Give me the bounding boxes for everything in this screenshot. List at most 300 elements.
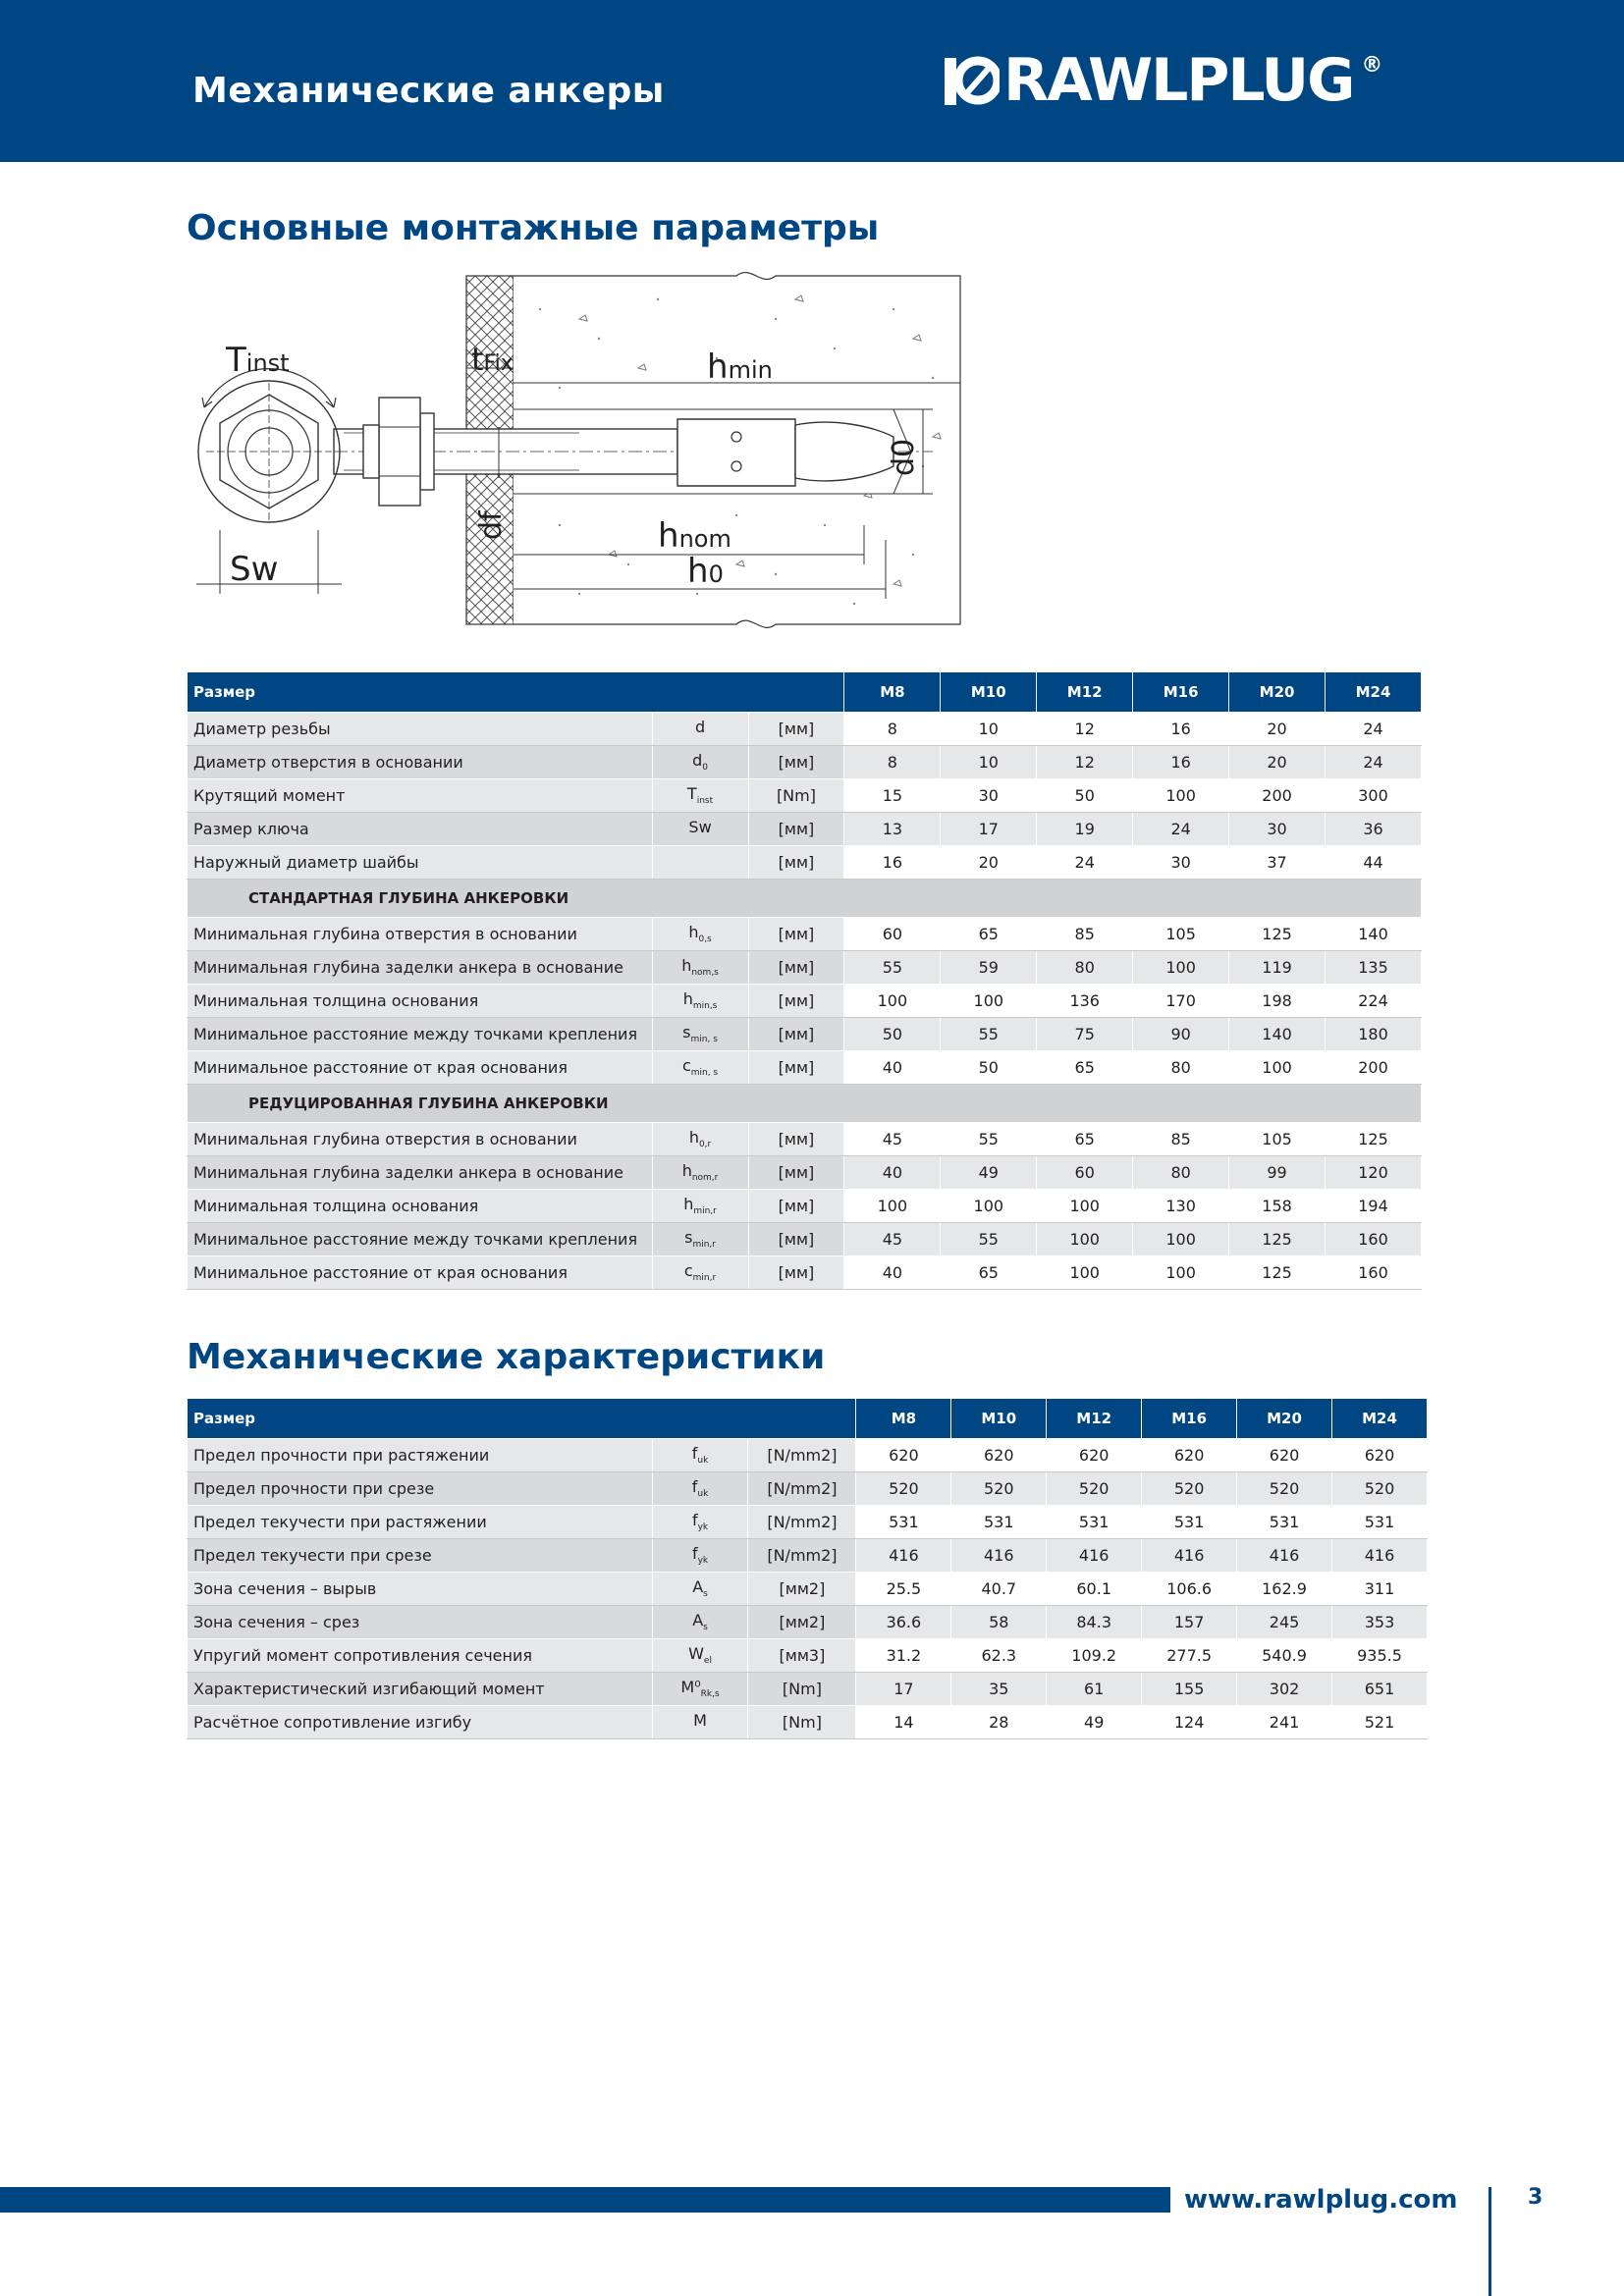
value-cell: 100 xyxy=(1037,1190,1133,1223)
value-cell: 520 xyxy=(1332,1472,1428,1506)
header-size-m20: M20 xyxy=(1237,1399,1332,1439)
row-symbol xyxy=(652,1573,748,1606)
value-cell: 135 xyxy=(1326,951,1422,985)
row-label: Диаметр отверстия в основании xyxy=(188,746,653,779)
symbol-base: s xyxy=(682,1023,691,1042)
row-unit: [мм] xyxy=(748,1156,844,1190)
value-cell: 60 xyxy=(844,918,941,951)
value-cell: 140 xyxy=(1326,918,1422,951)
header-size-m12: M12 xyxy=(1047,1399,1142,1439)
value-cell: 10 xyxy=(941,713,1037,746)
symbol-base: h xyxy=(682,989,693,1009)
value-cell: 100 xyxy=(844,985,941,1018)
row-unit: [N/mm2] xyxy=(748,1539,856,1573)
value-cell: 40 xyxy=(844,1256,941,1290)
symbol-subscript: nom,r xyxy=(691,1173,719,1184)
symbol-base: f xyxy=(691,1477,698,1497)
value-cell: 80 xyxy=(1037,951,1133,985)
value-cell: 200 xyxy=(1229,779,1326,813)
value-cell: 520 xyxy=(856,1472,951,1506)
row-unit: [мм] xyxy=(748,985,844,1018)
value-cell: 100 xyxy=(844,1190,941,1223)
value-cell: 24 xyxy=(1037,846,1133,880)
value-cell: 85 xyxy=(1133,1123,1229,1156)
table-row xyxy=(188,1606,1428,1639)
row-label: Минимальная толщина основания xyxy=(188,1190,653,1223)
value-cell: 521 xyxy=(1332,1706,1428,1739)
value-cell: 49 xyxy=(941,1156,1037,1190)
row-label: Зона сечения – вырыв xyxy=(188,1573,653,1606)
row-symbol xyxy=(652,779,748,813)
value-cell: 20 xyxy=(1229,746,1326,779)
mechanical-characteristics-table xyxy=(187,1398,1428,1739)
value-cell: 75 xyxy=(1037,1018,1133,1051)
symbol-subscript: min, s xyxy=(690,1035,718,1045)
value-cell: 140 xyxy=(1229,1018,1326,1051)
value-cell: 620 xyxy=(1237,1439,1332,1472)
value-cell: 36.6 xyxy=(856,1606,951,1639)
value-cell: 416 xyxy=(1047,1539,1142,1573)
value-cell: 109.2 xyxy=(1047,1639,1142,1673)
value-cell: 84.3 xyxy=(1047,1606,1142,1639)
value-cell: 540.9 xyxy=(1237,1639,1332,1673)
value-cell: 17 xyxy=(941,813,1037,846)
value-cell: 40.7 xyxy=(951,1573,1047,1606)
value-cell: 55 xyxy=(941,1123,1037,1156)
value-cell: 40 xyxy=(844,1051,941,1085)
value-cell: 105 xyxy=(1229,1123,1326,1156)
value-cell: 100 xyxy=(1133,1223,1229,1256)
section-title-mechanical: Механические характеристики xyxy=(187,1337,826,1377)
value-cell: 520 xyxy=(1237,1472,1332,1506)
value-cell: 520 xyxy=(951,1472,1047,1506)
table-row xyxy=(188,1673,1428,1706)
value-cell: 120 xyxy=(1326,1156,1422,1190)
row-unit: [мм] xyxy=(748,1051,844,1085)
table-row xyxy=(188,1639,1428,1673)
label-sw: Sw xyxy=(230,550,279,589)
row-symbol xyxy=(652,1539,748,1573)
symbol-base: M⁰ xyxy=(680,1678,701,1697)
row-label: Зона сечения – срез xyxy=(188,1606,653,1639)
value-cell: 30 xyxy=(941,779,1037,813)
row-label: Минимальная толщина основания xyxy=(188,985,653,1018)
header-size-m10: M10 xyxy=(941,672,1037,713)
table-row xyxy=(188,1573,1428,1606)
value-cell: 80 xyxy=(1133,1156,1229,1190)
page-number: 3 xyxy=(1528,2185,1543,2210)
table-subheader-row xyxy=(188,1085,1422,1123)
header-size-label: Размер xyxy=(188,672,844,713)
value-cell: 100 xyxy=(1133,1256,1229,1290)
value-cell: 300 xyxy=(1326,779,1422,813)
symbol-base: A xyxy=(692,1577,704,1597)
value-cell: 62.3 xyxy=(951,1639,1047,1673)
symbol-base: d xyxy=(694,718,706,737)
value-cell: 80 xyxy=(1133,1051,1229,1085)
header-size-m24: M24 xyxy=(1332,1399,1428,1439)
value-cell: 55 xyxy=(844,951,941,985)
header-size-m10: M10 xyxy=(951,1399,1047,1439)
row-unit: [Nm] xyxy=(748,1706,856,1739)
value-cell: 125 xyxy=(1229,1256,1326,1290)
symbol-base: s xyxy=(684,1228,693,1248)
table-row xyxy=(188,1256,1422,1290)
row-symbol xyxy=(652,746,748,779)
row-label: Минимальное расстояние от края основания xyxy=(188,1051,653,1085)
value-cell: 50 xyxy=(844,1018,941,1051)
table-row xyxy=(188,713,1422,746)
value-cell: 302 xyxy=(1237,1673,1332,1706)
value-cell: 36 xyxy=(1326,813,1422,846)
row-label: Расчётное сопротивление изгибу xyxy=(188,1706,653,1739)
row-symbol xyxy=(652,1506,748,1539)
header-size-m24: M24 xyxy=(1326,672,1422,713)
value-cell: 44 xyxy=(1326,846,1422,880)
symbol-subscript: 0 xyxy=(702,763,708,774)
label-hnom: hnom xyxy=(658,516,731,556)
value-cell: 620 xyxy=(951,1439,1047,1472)
table-row xyxy=(188,1051,1422,1085)
value-cell: 311 xyxy=(1332,1573,1428,1606)
installation-parameters-table xyxy=(187,671,1422,1290)
value-cell: 180 xyxy=(1326,1018,1422,1051)
value-cell: 17 xyxy=(856,1673,951,1706)
value-cell: 531 xyxy=(1332,1506,1428,1539)
value-cell: 65 xyxy=(941,1256,1037,1290)
symbol-base: h xyxy=(681,956,692,976)
row-unit: [Nm] xyxy=(748,779,844,813)
value-cell: 16 xyxy=(844,846,941,880)
value-cell: 416 xyxy=(856,1539,951,1573)
value-cell: 170 xyxy=(1133,985,1229,1018)
value-cell: 158 xyxy=(1229,1190,1326,1223)
symbol-base: Sw xyxy=(688,818,712,837)
row-label: Предел прочности при срезе xyxy=(188,1472,653,1506)
value-cell: 124 xyxy=(1142,1706,1237,1739)
row-symbol xyxy=(652,713,748,746)
value-cell: 416 xyxy=(1142,1539,1237,1573)
label-tinst: Tinst xyxy=(226,341,290,380)
symbol-subscript: nom,s xyxy=(691,968,719,979)
row-label: Предел текучести при срезе xyxy=(188,1539,653,1573)
value-cell: 531 xyxy=(1142,1506,1237,1539)
row-label: Характеристический изгибающий момент xyxy=(188,1673,653,1706)
value-cell: 200 xyxy=(1326,1051,1422,1085)
row-symbol xyxy=(652,1123,748,1156)
symbol-base: T xyxy=(686,784,697,804)
row-label: Минимальное расстояние от края основания xyxy=(188,1256,653,1290)
value-cell: 20 xyxy=(941,846,1037,880)
row-label: Минимальная глубина заделки анкера в основание xyxy=(188,1156,653,1190)
value-cell: 125 xyxy=(1229,918,1326,951)
rawlplug-logo xyxy=(945,46,1383,115)
table-row xyxy=(188,985,1422,1018)
row-symbol xyxy=(652,1051,748,1085)
header-size-m8: M8 xyxy=(856,1399,951,1439)
row-symbol xyxy=(652,846,748,880)
value-cell: 416 xyxy=(951,1539,1047,1573)
table-row xyxy=(188,746,1422,779)
symbol-subscript: 0,s xyxy=(698,934,712,945)
symbol-subscript: min,r xyxy=(692,1273,717,1284)
rawlplug-logo-text: RAWLPLUG xyxy=(1003,46,1354,115)
value-cell: 531 xyxy=(951,1506,1047,1539)
value-cell: 8 xyxy=(844,713,941,746)
value-cell: 59 xyxy=(941,951,1037,985)
value-cell: 49 xyxy=(1047,1706,1142,1739)
subheader-label: СТАНДАРТНАЯ ГЛУБИНА АНКЕРОВКИ xyxy=(188,880,1422,918)
row-label: Минимальное расстояние между точками крепления xyxy=(188,1018,653,1051)
table-row xyxy=(188,813,1422,846)
header-size-m12: M12 xyxy=(1037,672,1133,713)
value-cell: 157 xyxy=(1142,1606,1237,1639)
value-cell: 60.1 xyxy=(1047,1573,1142,1606)
symbol-subscript: yk xyxy=(697,1556,709,1567)
value-cell: 160 xyxy=(1326,1223,1422,1256)
row-unit: [Nm] xyxy=(748,1673,856,1706)
row-unit: [мм] xyxy=(748,951,844,985)
value-cell: 8 xyxy=(844,746,941,779)
table-row xyxy=(188,1018,1422,1051)
value-cell: 65 xyxy=(1037,1051,1133,1085)
table-row xyxy=(188,1506,1428,1539)
symbol-subscript: s xyxy=(703,1589,708,1600)
value-cell: 155 xyxy=(1142,1673,1237,1706)
header-size-m8: M8 xyxy=(844,672,941,713)
value-cell: 353 xyxy=(1332,1606,1428,1639)
row-unit: [мм] xyxy=(748,1018,844,1051)
value-cell: 24 xyxy=(1326,746,1422,779)
row-label: Диаметр резьбы xyxy=(188,713,653,746)
row-label: Минимальная глубина отверстия в основании xyxy=(188,1123,653,1156)
section-title-installation: Основные монтажные параметры xyxy=(187,208,880,248)
value-cell: 620 xyxy=(1047,1439,1142,1472)
symbol-base: c xyxy=(683,1261,693,1281)
anchor-installation-diagram xyxy=(187,270,972,633)
footer-website-link[interactable]: www.rawlplug.com xyxy=(1184,2185,1458,2215)
value-cell: 100 xyxy=(1037,1223,1133,1256)
row-symbol xyxy=(652,1190,748,1223)
row-unit: [мм3] xyxy=(748,1639,856,1673)
value-cell: 60 xyxy=(1037,1156,1133,1190)
row-symbol xyxy=(652,1673,748,1706)
table-row xyxy=(188,846,1422,880)
value-cell: 10 xyxy=(941,746,1037,779)
symbol-base: h xyxy=(681,1161,692,1181)
symbol-base: h xyxy=(688,1128,699,1148)
symbol-subscript: inst xyxy=(696,796,714,807)
value-cell: 416 xyxy=(1237,1539,1332,1573)
value-cell: 28 xyxy=(951,1706,1047,1739)
row-symbol xyxy=(652,813,748,846)
table-row xyxy=(188,1223,1422,1256)
value-cell: 160 xyxy=(1326,1256,1422,1290)
symbol-subscript: min, s xyxy=(690,1068,719,1079)
table-subheader-row xyxy=(188,880,1422,918)
value-cell: 35 xyxy=(951,1673,1047,1706)
value-cell: 19 xyxy=(1037,813,1133,846)
label-df: df xyxy=(474,510,509,540)
footer-bar xyxy=(0,2187,1170,2213)
header-size-label: Размер xyxy=(188,1399,856,1439)
value-cell: 61 xyxy=(1047,1673,1142,1706)
symbol-subscript: s xyxy=(703,1623,708,1633)
table-row xyxy=(188,1156,1422,1190)
value-cell: 65 xyxy=(941,918,1037,951)
label-d0: d0 xyxy=(887,438,921,476)
row-symbol xyxy=(652,1639,748,1673)
row-unit: [N/mm2] xyxy=(748,1472,856,1506)
row-symbol xyxy=(652,1472,748,1506)
row-unit: [мм] xyxy=(748,1223,844,1256)
header-size-m16: M16 xyxy=(1142,1399,1237,1439)
value-cell: 100 xyxy=(1037,1256,1133,1290)
value-cell: 50 xyxy=(941,1051,1037,1085)
page-title: Механические анкеры xyxy=(192,71,665,111)
value-cell: 531 xyxy=(856,1506,951,1539)
table-row xyxy=(188,918,1422,951)
table-row xyxy=(188,1539,1428,1573)
value-cell: 531 xyxy=(1237,1506,1332,1539)
value-cell: 16 xyxy=(1133,713,1229,746)
table-row xyxy=(188,1123,1422,1156)
symbol-base: M xyxy=(693,1711,707,1731)
value-cell: 55 xyxy=(941,1223,1037,1256)
value-cell: 935.5 xyxy=(1332,1639,1428,1673)
value-cell: 277.5 xyxy=(1142,1639,1237,1673)
value-cell: 106.6 xyxy=(1142,1573,1237,1606)
row-symbol xyxy=(652,1606,748,1639)
symbol-base: f xyxy=(691,1444,698,1464)
row-symbol xyxy=(652,951,748,985)
value-cell: 100 xyxy=(1229,1051,1326,1085)
row-unit: [мм] xyxy=(748,1123,844,1156)
value-cell: 55 xyxy=(941,1018,1037,1051)
row-label: Наружный диаметр шайбы xyxy=(188,846,653,880)
table-row xyxy=(188,779,1422,813)
value-cell: 16 xyxy=(1133,746,1229,779)
rawlplug-logo-mark-icon xyxy=(945,54,1000,107)
subheader-label: РЕДУЦИРОВАННАЯ ГЛУБИНА АНКЕРОВКИ xyxy=(188,1085,1422,1123)
value-cell: 50 xyxy=(1037,779,1133,813)
value-cell: 100 xyxy=(941,985,1037,1018)
row-unit: [мм] xyxy=(748,1190,844,1223)
row-unit: [N/mm2] xyxy=(748,1506,856,1539)
row-symbol xyxy=(652,1018,748,1051)
value-cell: 198 xyxy=(1229,985,1326,1018)
table-header-row xyxy=(188,672,1422,713)
row-symbol xyxy=(652,1439,748,1472)
value-cell: 25.5 xyxy=(856,1573,951,1606)
symbol-base: h xyxy=(688,923,699,942)
value-cell: 520 xyxy=(1047,1472,1142,1506)
symbol-subscript: min,r xyxy=(693,1206,717,1217)
value-cell: 416 xyxy=(1332,1539,1428,1573)
value-cell: 125 xyxy=(1229,1223,1326,1256)
row-label: Минимальное расстояние между точками крепления xyxy=(188,1223,653,1256)
value-cell: 100 xyxy=(1133,951,1229,985)
symbol-subscript: uk xyxy=(697,1489,709,1500)
value-cell: 24 xyxy=(1133,813,1229,846)
value-cell: 520 xyxy=(1142,1472,1237,1506)
symbol-base: W xyxy=(688,1644,704,1664)
registered-mark: ® xyxy=(1361,53,1383,78)
row-label: Предел прочности при растяжении xyxy=(188,1439,653,1472)
symbol-subscript: min,s xyxy=(692,1001,718,1012)
symbol-base: d xyxy=(692,751,703,771)
header-size-m16: M16 xyxy=(1133,672,1229,713)
row-symbol xyxy=(652,1156,748,1190)
row-symbol xyxy=(652,1706,748,1739)
row-unit: [мм2] xyxy=(748,1573,856,1606)
row-symbol xyxy=(652,985,748,1018)
label-hmin: hmin xyxy=(707,347,773,387)
value-cell: 12 xyxy=(1037,713,1133,746)
value-cell: 15 xyxy=(844,779,941,813)
value-cell: 45 xyxy=(844,1223,941,1256)
symbol-subscript: uk xyxy=(697,1456,709,1467)
value-cell: 58 xyxy=(951,1606,1047,1639)
footer-divider xyxy=(1489,2187,1491,2296)
row-unit: [мм] xyxy=(748,846,844,880)
table-header-row xyxy=(188,1399,1428,1439)
label-tfix: tFix xyxy=(471,341,514,378)
symbol-base: c xyxy=(681,1056,691,1076)
table-row xyxy=(188,951,1422,985)
value-cell: 125 xyxy=(1326,1123,1422,1156)
value-cell: 105 xyxy=(1133,918,1229,951)
value-cell: 100 xyxy=(941,1190,1037,1223)
value-cell: 241 xyxy=(1237,1706,1332,1739)
row-label: Минимальная глубина заделки анкера в основание xyxy=(188,951,653,985)
value-cell: 90 xyxy=(1133,1018,1229,1051)
row-symbol xyxy=(652,918,748,951)
symbol-subscript: min,r xyxy=(692,1240,716,1251)
value-cell: 24 xyxy=(1326,713,1422,746)
symbol-subscript: yk xyxy=(697,1522,709,1533)
table-row xyxy=(188,1472,1428,1506)
row-unit: [мм] xyxy=(748,918,844,951)
value-cell: 65 xyxy=(1037,1123,1133,1156)
value-cell: 31.2 xyxy=(856,1639,951,1673)
row-label: Минимальная глубина отверстия в основании xyxy=(188,918,653,951)
value-cell: 245 xyxy=(1237,1606,1332,1639)
symbol-base: A xyxy=(692,1611,704,1630)
value-cell: 13 xyxy=(844,813,941,846)
row-unit: [мм2] xyxy=(748,1606,856,1639)
value-cell: 30 xyxy=(1229,813,1326,846)
value-cell: 136 xyxy=(1037,985,1133,1018)
row-symbol xyxy=(652,1256,748,1290)
row-unit: [N/mm2] xyxy=(748,1439,856,1472)
value-cell: 162.9 xyxy=(1237,1573,1332,1606)
value-cell: 651 xyxy=(1332,1673,1428,1706)
row-symbol xyxy=(652,1223,748,1256)
row-unit: [мм] xyxy=(748,813,844,846)
symbol-subscript: 0,r xyxy=(698,1140,712,1150)
value-cell: 99 xyxy=(1229,1156,1326,1190)
row-label: Размер ключа xyxy=(188,813,653,846)
page-header xyxy=(0,0,1624,162)
row-label: Упругий момент сопротивления сечения xyxy=(188,1639,653,1673)
value-cell: 40 xyxy=(844,1156,941,1190)
row-label: Предел текучести при растяжении xyxy=(188,1506,653,1539)
value-cell: 30 xyxy=(1133,846,1229,880)
symbol-base: f xyxy=(691,1544,698,1564)
symbol-subscript: Rk,s xyxy=(700,1689,720,1700)
header-size-m20: M20 xyxy=(1229,672,1326,713)
